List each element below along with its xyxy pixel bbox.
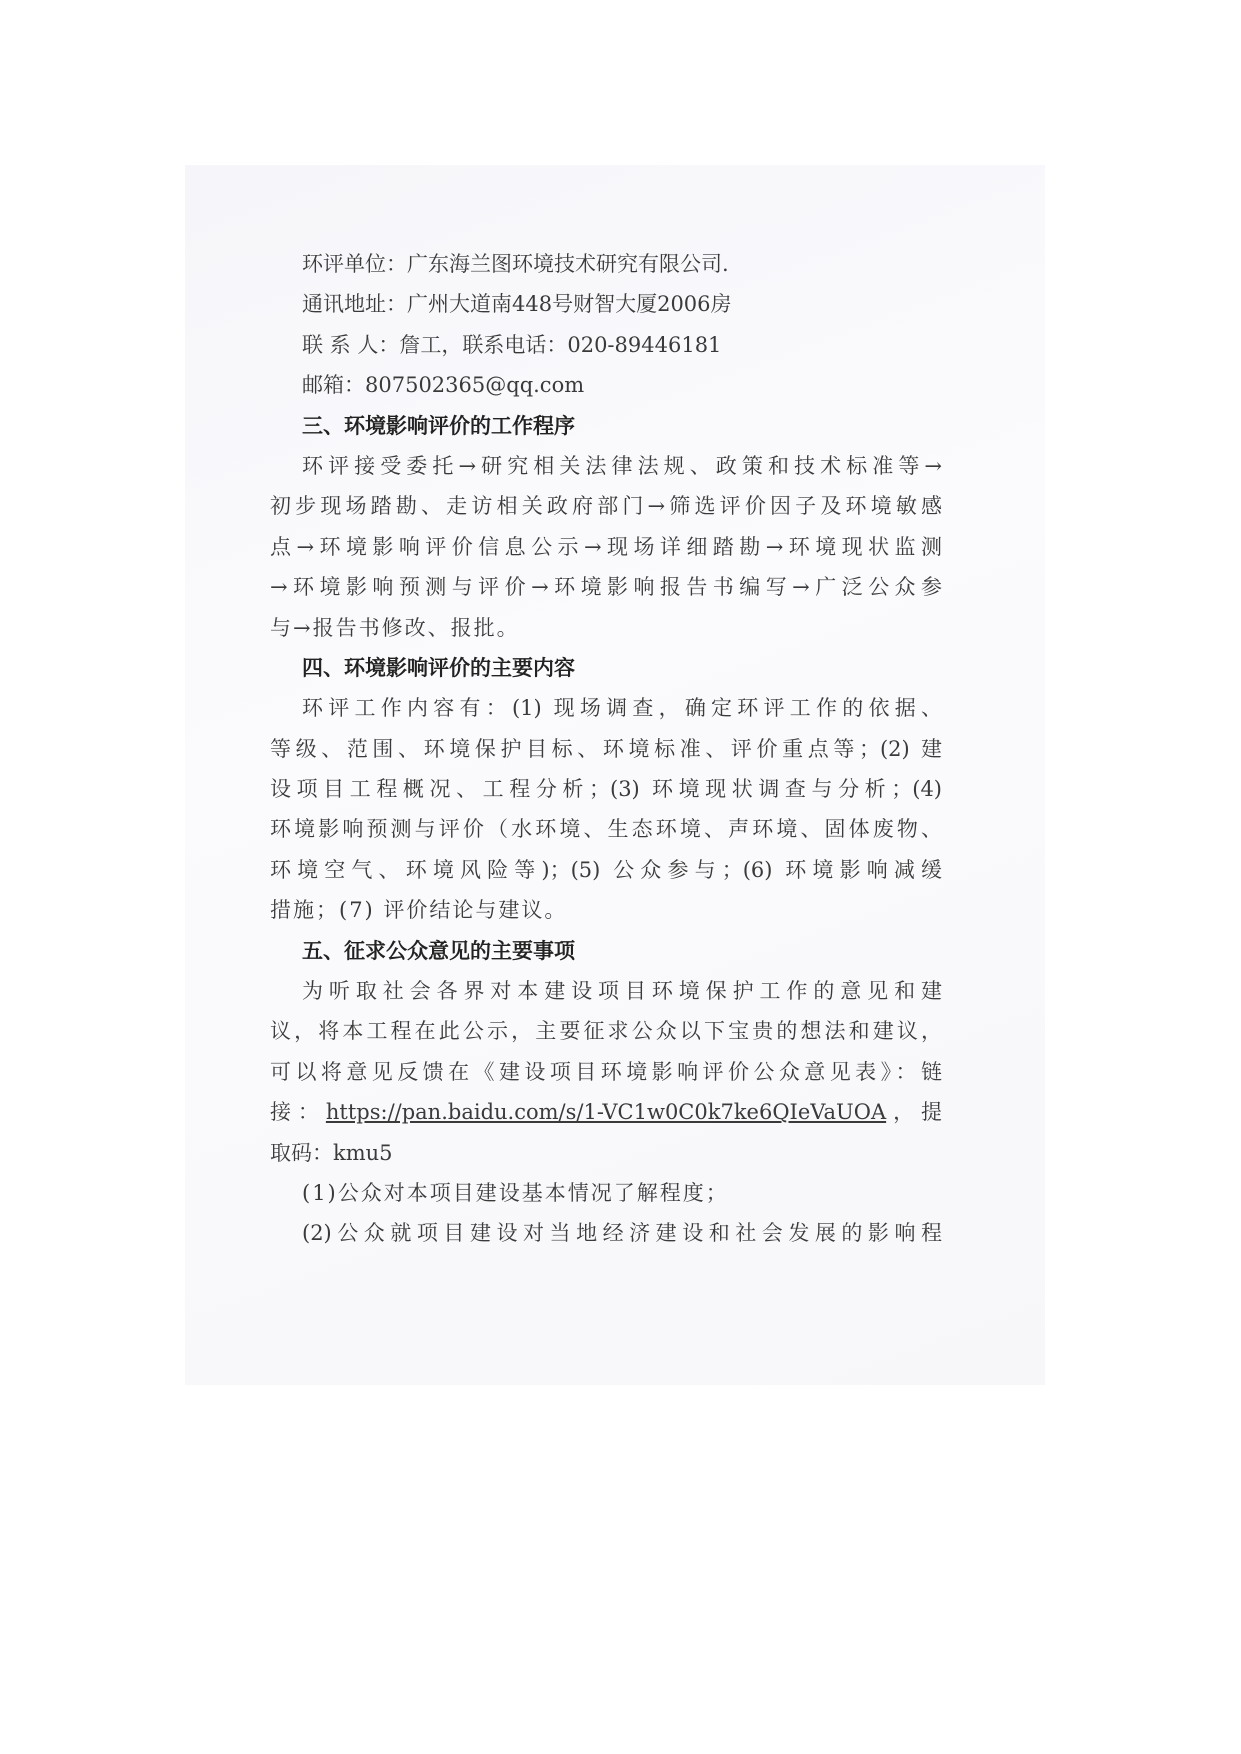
paragraph-line: 与→报告书修改、报批。 [270,615,520,640]
list-item: (2)公众就项目建设对当地经济建设和社会发展的影响程 [302,1221,942,1246]
extraction-code: 取码：kmu5 [270,1140,393,1165]
section-5-heading: 五、征求公众意见的主要事项 [302,938,575,963]
paragraph-line: 等级、范围、环境保护目标、环境标准、评价重点等；(2) 建 [270,736,942,761]
paragraph-line: 设项目工程概况、工程分析；(3) 环境现状调查与分析；(4) [270,777,942,802]
paragraph-line: 环评接受委托→研究相关法律法规、政策和技术标准等→ [302,453,942,478]
contact-unit: 环评单位：广东海兰图环境技术研究有限公司. [302,252,729,276]
paragraph-line: 初步现场踏勘、走访相关政府部门→筛选评价因子及环境敏感 [270,494,942,519]
contact-address: 通讯地址：广州大道南448号财智大厦2006房 [302,292,732,317]
link-suffix: ，提 [886,1100,942,1125]
list-item: (1)公众对本项目建设基本情况了解程度； [302,1180,729,1205]
paragraph-line: 议，将本工程在此公示，主要征求公众以下宝贵的想法和建议， [270,1019,942,1044]
paragraph-line: →环境影响预测与评价→环境影响报告书编写→广泛公众参 [270,575,942,600]
contact-email: 邮箱：807502365@qq.com [302,373,585,398]
paragraph-line: 环境空气、环境风险等)；(5) 公众参与；(6) 环境影响减缓 [270,857,942,882]
document-body [270,244,942,1254]
contact-person: 联 系 人：詹工，联系电话：020-89446181 [302,332,722,357]
section-4-heading: 四、环境影响评价的主要内容 [302,655,575,680]
link-line [270,1092,942,1132]
feedback-form-link[interactable]: https://pan.baidu.com/s/1-VC1w0C0k7ke6QIeVaUOA [325,1100,887,1125]
paragraph-line: 环评工作内容有：(1) 现场调查，确定环评工作的依据、 [302,696,942,721]
paragraph-line: 点→环境影响评价信息公示→现场详细踏勘→环境现状监测 [270,534,942,559]
paragraph-line: 措施；(7) 评价结论与建议。 [270,898,568,923]
link-prefix: 接： [270,1100,326,1125]
paragraph-line: 可以将意见反馈在《建设项目环境影响评价公众意见表》：链 [270,1059,942,1084]
paragraph-line: 环境影响预测与评价（水环境、生态环境、声环境、固体废物、 [270,817,942,842]
section-3-heading: 三、环境影响评价的工作程序 [302,413,575,438]
paragraph-line: 为听取社会各界对本建设项目环境保护工作的意见和建 [302,979,942,1004]
